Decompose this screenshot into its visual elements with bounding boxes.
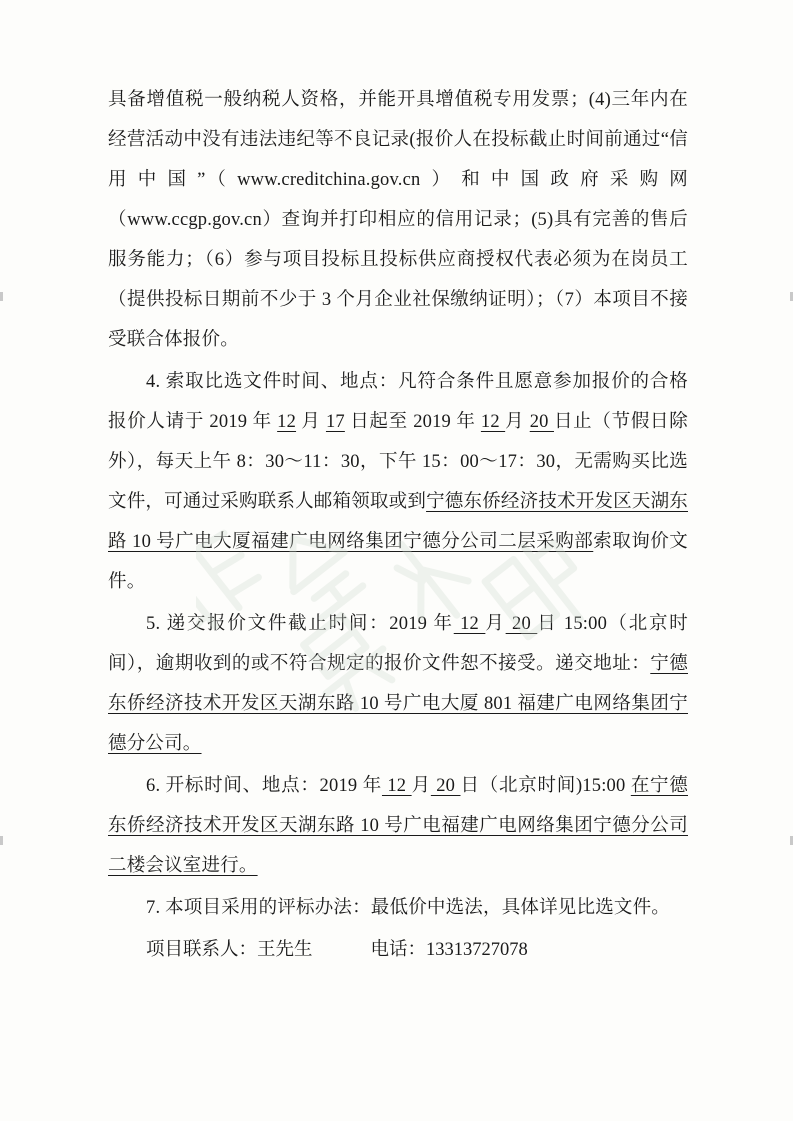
p4-day: 20	[430, 776, 461, 796]
p2-date1-month: 12	[277, 412, 297, 432]
p3-day: 20	[505, 614, 538, 634]
paragraph-evaluation-method: 7. 本项目采用的评标办法：最低价中选法，具体详见比选文件。	[146, 898, 671, 918]
p4-mid1: 月	[411, 776, 431, 796]
p2-mid4: 日止（节假日除外），每天上午 8：30～11：30，下午 15：00～17：30，无需购买比选文件，可通过采购联系人邮箱领取或到	[108, 412, 688, 512]
p3-lead: 5. 递交报价文件截止时间：2019 年	[146, 614, 454, 634]
paragraph-file-request	[108, 362, 688, 602]
p2-address: 宁德东侨经济技术开发区天湖东路 10 号广电大厦福建广电网络集团宁德分公司二层采购部	[108, 492, 688, 552]
p4-body: 在宁德东侨经济技术开发区天湖东路 10 号广电福建广电网络集团宁德分公司二楼会议室进行。	[108, 776, 688, 876]
p4-lead: 6. 开标时间、地点：2019 年	[146, 776, 382, 796]
p2-date1-day: 17	[325, 412, 345, 432]
paragraph-qualification: 具备增值税一般纳税人资格，并能开具增值税专用发票；(4)三年内在经营活动中没有违法违纪等不良记录(报价人在投标截止时间前通过“信用中国”（www.creditchina.gov.cn）和中国政府采购网（www.ccgp.gov.cn）查询并打印相应的信用记录；(5)具有完善的售后服务能力；（6）参与项目投标且投标供应商授权代表必须为在岗员工（提供投标日期前不少于 3 个月企业社保缴纳证明）；（7）本项目不接受联合体报价。	[108, 90, 688, 350]
p4-month: 12	[381, 776, 412, 796]
p2-date2-day: 20	[529, 412, 554, 432]
contact-phone: 13313727078	[426, 940, 528, 960]
p2-mid3: 月	[505, 412, 530, 432]
contact-name: 王先生	[257, 940, 313, 960]
paragraph-bid-opening	[108, 766, 688, 886]
contact-line	[108, 930, 688, 970]
p3-month: 12	[453, 614, 486, 634]
page-edge-mark-left-2	[0, 836, 3, 845]
paragraph-submission-deadline	[108, 604, 688, 764]
p3-mid1: 月	[485, 614, 506, 634]
contact-label: 项目联系人：	[146, 940, 258, 960]
p2-tail: 索取询价文件。	[108, 532, 688, 592]
p2-date2-month: 12	[480, 412, 506, 432]
p2-lead: 4. 索取比选文件时间、地点：凡符合条件且愿意参加报价的合格报价人请于 2019 年	[108, 372, 688, 432]
p2-mid1: 月	[296, 412, 326, 432]
contact-phone-label: 电话：	[370, 940, 427, 960]
p3-address: 宁德东侨经济技术开发区天湖东路 10 号广电大厦 801 福建广电网络集团宁德分公司。	[108, 654, 688, 754]
page-edge-mark-left	[0, 292, 3, 301]
p4-mid2: 日（北京时间)15:00	[460, 776, 631, 796]
p3-mid2: 日 15:00（北京时间），逾期收到的或不符合规定的报价文件恕不接受。递交地址：	[108, 614, 688, 674]
p2-mid2: 日起至 2019 年	[344, 412, 481, 432]
document-body	[108, 80, 688, 970]
